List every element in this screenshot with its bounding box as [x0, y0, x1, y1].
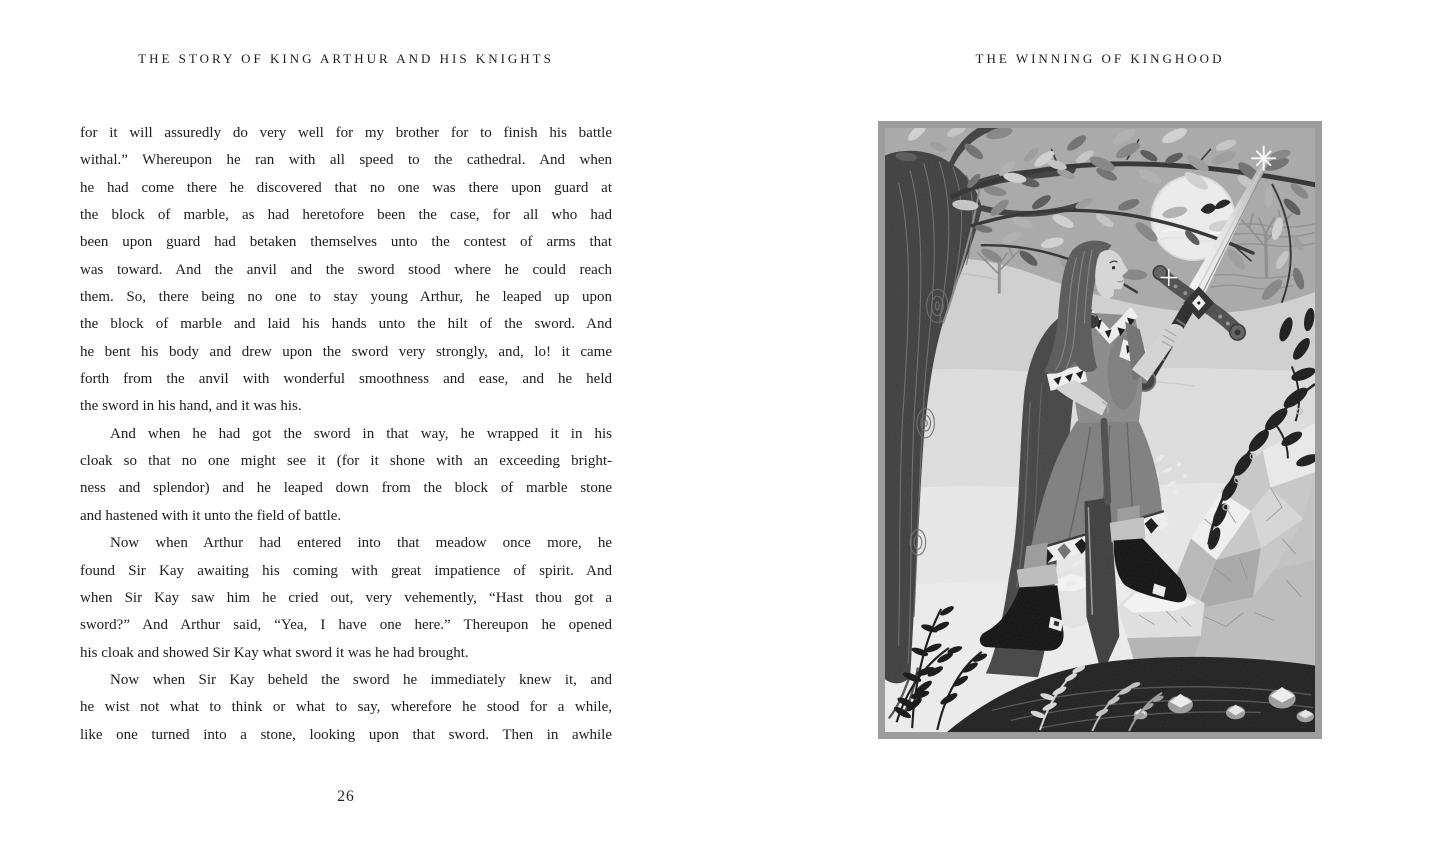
text-line: withal.” Whereupon he ran with all speed to the cathedral. And when — [80, 152, 612, 169]
text-line: sword?” And Arthur said, “Yea, I have one here.” Thereupon he opened — [80, 617, 612, 634]
page-number: 26 — [337, 788, 355, 805]
text-line: cloak so that no one might see it (for it shone with an exceeding bright- — [80, 453, 612, 470]
text-line: he bent his body and drew upon the sword very strongly, and, lo! it came — [80, 343, 612, 360]
text-line: his cloak and showed Sir Kay what sword it was he had brought. — [80, 644, 469, 661]
text-line: been upon guard had betaken themselves unto the contest of arms that — [80, 234, 612, 251]
illustration-canvas — [885, 128, 1315, 732]
left-running-header: THE STORY OF KING ARTHUR AND HIS KNIGHTS — [138, 51, 554, 66]
text-line: Now when Arthur had entered into that meadow once more, he — [110, 535, 612, 552]
text-line: And when he had got the sword in that way, he wrapped it in his — [110, 425, 612, 442]
text-line: he wist not what to think or what to say, wherefore he stood for a while, — [80, 699, 612, 716]
grain-texture — [885, 128, 1315, 732]
text-line: them. So, there being no one to stay young Arthur, he leaped up upon — [80, 289, 612, 306]
text-line: and hastened with it unto the field of battle. — [80, 507, 342, 524]
text-line: the sword in his hand, and it was his. — [80, 398, 302, 415]
body-text — [80, 120, 612, 749]
text-line: like one turned into a stone, looking upon that sword. Then in awhile — [80, 726, 612, 743]
text-line: the block of marble, as had heretofore been the case, for all who had — [80, 207, 612, 224]
text-line: when Sir Kay saw him he cried out, very vehemently, “Hast thou got a — [80, 589, 612, 606]
text-line: was toward. And the anvil and the sword stood where he could reach — [80, 261, 612, 278]
text-line: he had come there he discovered that no one was there upon guard at — [80, 179, 612, 196]
text-line: ness and splendor) and he leaped down from the block of marble stone — [80, 480, 612, 497]
arthur-sword-illustration — [878, 121, 1322, 739]
text-line: Now when Sir Kay beheld the sword he immediately knew it, and — [110, 671, 612, 688]
text-line: found Sir Kay awaiting his coming with great impatience of spirit. And — [80, 562, 612, 579]
text-line: for it will assuredly do very well for my brother for to finish his battle — [80, 125, 612, 141]
text-line: the block of marble and laid his hands unto the hilt of the sword. And — [80, 316, 612, 333]
text-line: forth from the anvil with wonderful smoothness and ease, and he held — [80, 371, 612, 388]
right-running-header: THE WINNING OF KINGHOOD — [975, 51, 1225, 66]
